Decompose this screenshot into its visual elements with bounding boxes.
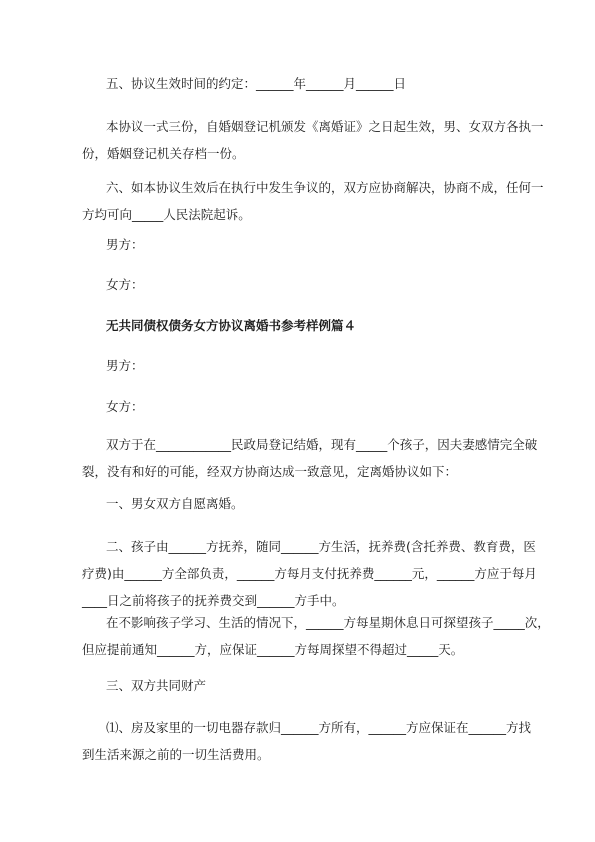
- text-line: 女方：: [106, 277, 144, 292]
- heading-text: 无共同债权债务女方协议离婚书参考样例篇４: [106, 318, 357, 333]
- label-female-party: [82, 393, 522, 420]
- text-line: 一、男女双方自愿离婚。: [106, 496, 244, 511]
- text-line: ____日之前将孩子的抚养费交到______方手中。: [82, 593, 345, 608]
- text-line: 到生活来源之前的一切生活费用。: [82, 747, 270, 762]
- paragraph-effective-date: [82, 70, 522, 97]
- label-female-party: [82, 271, 522, 298]
- clause-voluntary-divorce: [82, 490, 522, 517]
- text-line: 五、协议生效时间的约定：______年______月______日: [106, 76, 407, 91]
- clause-visitation: [82, 609, 550, 663]
- text-line: 双方于在____________民政局登记结婚，现有_____个孩子，因夫妻感情完全破: [106, 437, 538, 452]
- text-line: 裂，没有和好的可能，经双方协商达成一致意见，定离婚协议如下：: [82, 464, 458, 479]
- text-line: 六、如本协议生效后在执行中发生争议的，双方应协商解决，协商不成，任何一: [106, 180, 544, 195]
- text-line: 男方：: [106, 358, 144, 373]
- text-line: 疗费)由______方全部负责，______方每月支付抚养费______元，______方应于每月: [82, 566, 537, 581]
- section-heading: [106, 312, 546, 339]
- text-line: 本协议一式三份，自婚姻登记机颁发《离婚证》之日起生效，男、女双方各执一: [106, 119, 544, 134]
- paragraph-copies: [82, 113, 544, 167]
- clause-joint-property: [82, 672, 522, 699]
- label-male-party: [82, 352, 522, 379]
- text-line: 但应提前通知______方，应保证______方每周探望不得超过_____天。: [82, 642, 464, 657]
- paragraph-disputes: [82, 174, 544, 228]
- text-line: ⑴、房及家里的一切电器存款归______方所有，______方应保证在______方找: [106, 720, 532, 735]
- clause-property-item-1: [82, 714, 532, 768]
- text-line: 三、双方共同财产: [106, 678, 207, 693]
- clause-child-custody: [82, 533, 537, 614]
- label-male-party: [82, 231, 522, 258]
- text-line: 二、孩子由______方抚养，随同______方生活，抚养费(含托养费、教育费，医: [106, 539, 536, 554]
- text-line: 份，婚姻登记机关存档一份。: [82, 146, 245, 161]
- text-line: 女方：: [106, 399, 144, 414]
- text-line: 方均可向_____人民法院起诉。: [82, 207, 251, 222]
- text-line: 在不影响孩子学习、生活的情况下，______方每星期休息日可探望孩子_____次，: [106, 615, 550, 630]
- paragraph-marriage-statement: [82, 431, 538, 485]
- text-line: 男方：: [106, 237, 144, 252]
